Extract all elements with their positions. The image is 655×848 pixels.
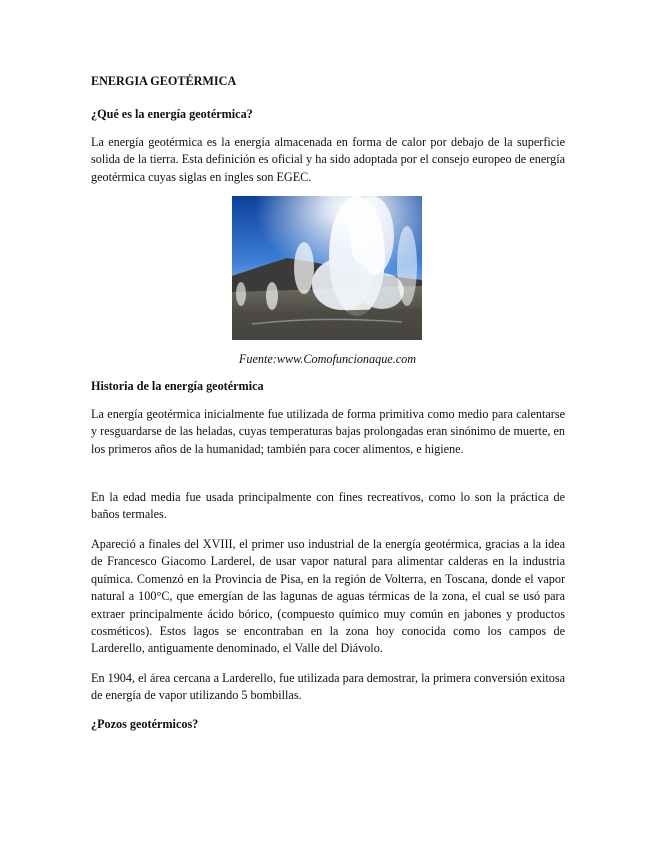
paragraph-history-4: En 1904, el área cercana a Larderello, fue utilizada para demostrar, la primera conversión exitosa de energía de vapor utilizando 5 bombillas. [91,671,565,703]
geyser-photo-illustration [232,196,422,340]
paragraph-history-3: Apareció a finales del XVIII, el primer uso industrial de la energía geotérmica, gracias a la idea de Francesco Giacomo Larderel, de usar vapor natural para alimentar calderas en la industria química. Comenzó en la Provincia de Pisa, en la región de Volterra, en Toscana, donde el vapor natural a 100°C, que emergían de las lagunas de aguas térmicas de la zona, el cual se usó para extraer principalmente ácido bórico, (compuesto químico muy común en jabones y productos cosméticos). Estos lagos se encontraban en la zona hoy conocida como los campos de Larderello, antiguamente denominado, el Valle del Diávolo. [91,537,565,656]
image-caption: Fuente:www.Comofuncionaque.com [238,352,417,366]
section-heading-history: Historia de la energía geotérmica [91,379,264,393]
section-heading-what-is: ¿Qué es la energía geotérmica? [91,107,253,121]
page-title: ENERGIA GEOTÉRMICA [91,74,237,88]
paragraph-history-1: La energía geotérmica inicialmente fue utilizada de forma primitiva como medio para calentarse y resguardarse de las heladas, cuyas temperaturas bajas prolongadas eran sinónimo de muerte, en los primeros años de la humanidad; también para cocer alimentos, e higiene. [91,407,565,456]
geyser-photo [232,196,422,340]
paragraph-definition: La energía geotérmica es la energía almacenada en forma de calor por debajo de la superficie solida de la tierra. Esta definición es oficial y ha sido adoptada por el consejo europeo de energía geotérmica cuyas siglas en ingles son EGEC. [91,135,565,184]
section-heading-wells: ¿Pozos geotérmicos? [91,717,199,731]
paragraph-history-2: En la edad media fue usada principalmente con fines recreativos, como lo son la práctica de baños termales. [91,490,565,522]
